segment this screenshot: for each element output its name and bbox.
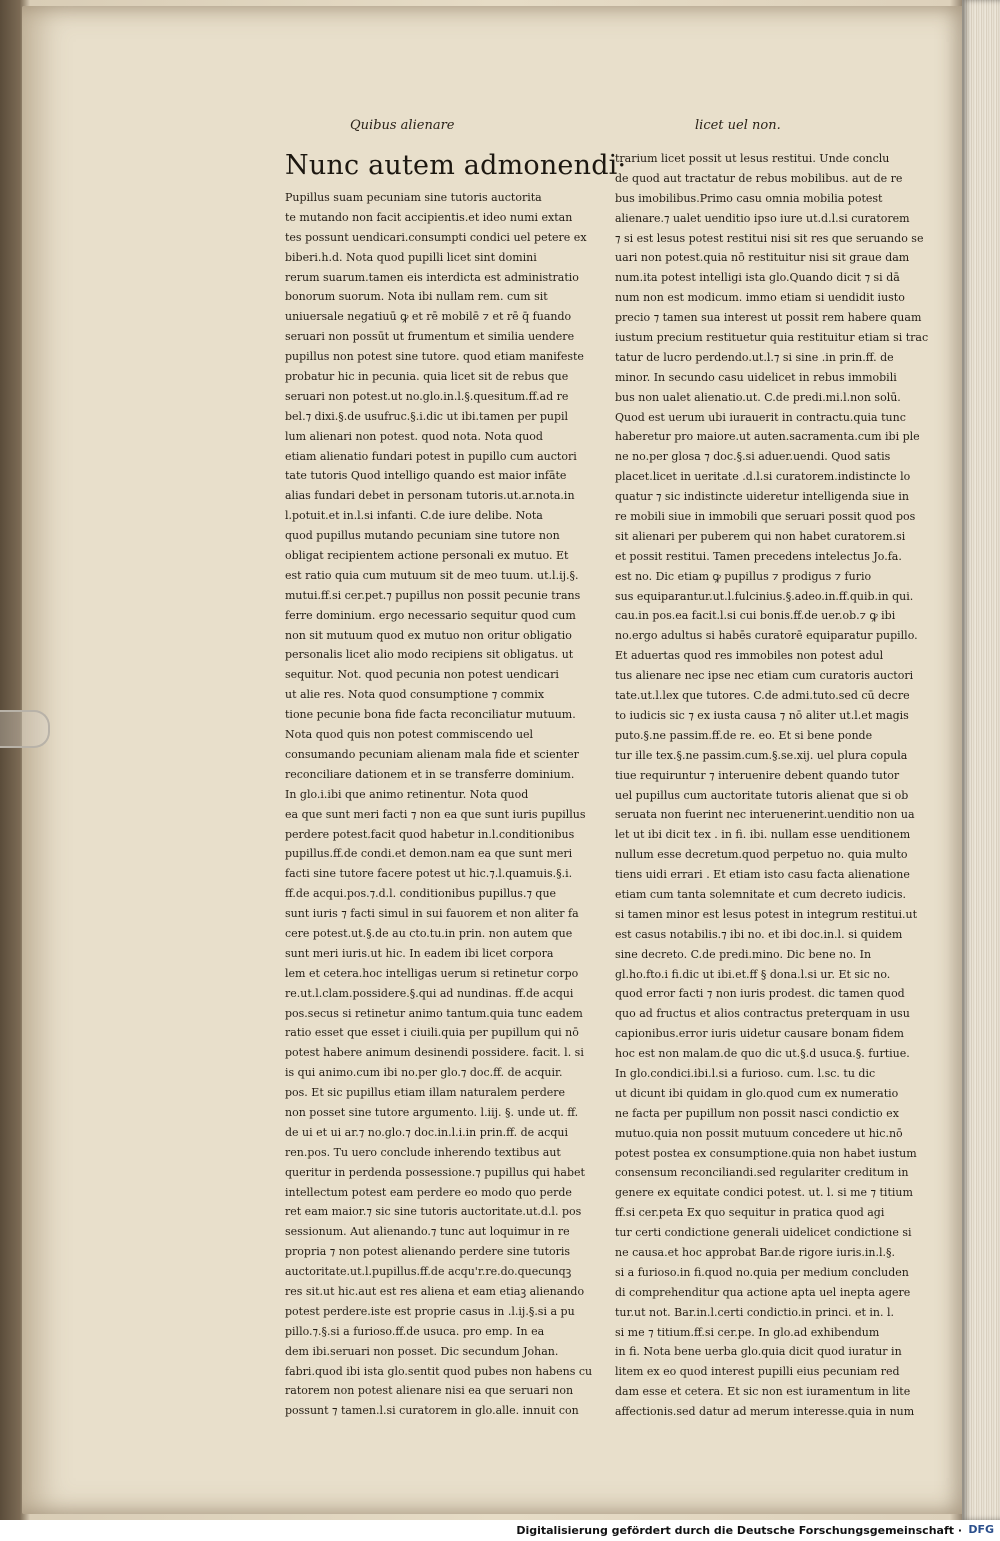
text-line: perdere potest.facit quod habetur in.l.conditionibus [285, 827, 575, 841]
text-line: biberi.h.d. Nota quod pupilli licet sint domini [285, 250, 537, 264]
text-line: re.ut.l.clam.possidere.§.qui ad nundinas. ff.de acqui [285, 986, 574, 1000]
text-line: in fi. Nota bene uerba glo.quia dicit quod iuratur in [615, 1345, 902, 1359]
text-line: tus alienare nec ipse nec etiam cum curatoris auctori [615, 669, 914, 683]
text-line: l.potuit.et in.l.si infanti. C.de iure delibe. Nota [285, 509, 543, 523]
text-line: obligat recipientem actione personali ex mutuo. Et [285, 549, 569, 563]
text-line: alias fundari debet in personam tutoris.ut.ar.nota.in [285, 489, 575, 503]
text-line: reconciliare dationem et in se transferre dominium. [285, 767, 575, 781]
page-stack-edge [962, 0, 1000, 1520]
text-line: puto.§.ne passim.ff.de re. eo. Et si bene ponde [615, 728, 873, 742]
text-line: pos. Et sic pupillus etiam illam naturalem perdere [285, 1086, 566, 1100]
text-line: sessionum. Aut alienando.⁊ tunc aut loquimur in re [285, 1225, 570, 1239]
text-line: alienare.⁊ ualet uenditio ipso iure ut.d.l.si curatorem [615, 211, 910, 225]
text-line: tione pecunie bona fide facta reconciliatur mutuum. [285, 708, 576, 722]
text-line: Pupillus suam pecuniam sine tutoris auctorita [285, 191, 542, 204]
text-line: si tamen minor est lesus potest in integrum restitui.ut [615, 907, 918, 921]
text-line: In glo.condici.ibi.l.si a furioso. cum. l.sc. tu dic [615, 1066, 876, 1080]
text-line: sequitur. Not. quod pecunia non potest uendicari [285, 668, 559, 682]
text-line: di comprehenditur qua actione apta uel inepta agere [615, 1285, 911, 1299]
text-line: possunt ⁊ tamen.l.si curatorem in glo.alle. innuit con [285, 1404, 579, 1418]
text-line: seruari non possūt ut frumentum et similia uendere [285, 330, 575, 344]
text-line: tiens uidi errari . Et etiam isto casu facta alienatione [615, 868, 910, 882]
text-line: ea que sunt meri facti ⁊ non ea que sunt iuris pupillus [285, 807, 586, 821]
text-line: est no. Dic etiam ꝙ pupillus ⁊ prodigus ⁊ furio [615, 569, 872, 583]
text-line: pupillus non potest sine tutore. quod etiam manifeste [285, 350, 584, 364]
text-line: ut alie res. Nota quod consumptione ⁊ commix [285, 688, 545, 702]
text-line: sunt meri iuris.ut hic. In eadem ibi licet corpora [285, 946, 554, 960]
text-line: ff.si cer.peta Ex quo sequitur in pratica quod agi [615, 1206, 885, 1220]
text-line: propria ⁊ non potest alienando perdere sine tutoris [285, 1245, 571, 1259]
text-line: ff.de acqui.pos.⁊.d.l. conditionibus pupillus.⁊ que [285, 887, 557, 901]
text-line: tes possunt uendicari.consumpti condici uel petere ex [285, 230, 587, 244]
text-line: queritur in perdenda possessione.⁊ pupillus qui habet [285, 1165, 585, 1179]
text-line: etiam alienatio fundari potest in pupillo cum auctori [285, 449, 577, 463]
section-heading: Nunc autem admonendi· [285, 150, 627, 181]
text-line: non sit mutuum quod ex mutuo non oritur obligatio [285, 628, 572, 642]
text-line: re mobili siue in immobili que seruari possit quod pos [615, 510, 916, 524]
text-line: mutuo.quia non possit mutuum concedere ut hic.nō [615, 1126, 903, 1140]
text-line: capionibus.error iuris uidetur causare bonam fidem [615, 1027, 904, 1041]
text-line: personalis licet alio modo recipiens sit obligatus. ut [285, 648, 574, 662]
text-line: sine decreto. C.de predi.mino. Dic bene no. In [615, 947, 872, 961]
text-line: tatur de lucro perdendo.ut.l.⁊ si sine .in prin.ff. de [615, 350, 894, 364]
text-line: ratio esset que esset i ciuili.quia per pupillum qui nō [285, 1026, 579, 1040]
text-line: tate tutoris Quod intelligo quando est maior infāte [285, 469, 567, 483]
text-line: cau.in pos.ea facit.l.si cui bonis.ff.de uer.ob.⁊ ꝙ ibi [615, 609, 896, 623]
text-line: pupillus.ff.de condi.et demon.nam ea que sunt meri [285, 847, 573, 861]
text-line: si me ⁊ titium.ff.si cer.pe. In glo.ad exhibendum [615, 1325, 880, 1339]
text-line: In glo.i.ibi que animo retinentur. Nota quod [285, 787, 529, 801]
text-line: probatur hic in pecunia. quia licet sit de rebus que [285, 370, 569, 384]
text-line: ren.pos. Tu uero conclude inherendo textibus aut [285, 1145, 561, 1159]
footer-bar [0, 1520, 1000, 1541]
text-line: facti sine tutore facere potest ut hic.⁊.l.quamuis.§.i. [285, 867, 573, 881]
text-line: ret eam maior.⁊ sic sine tutoris auctoritate.ut.d.l. pos [285, 1205, 582, 1219]
text-line: tur certi condictione generali uidelicet condictione si [615, 1226, 912, 1240]
text-line: sunt iuris ⁊ facti simul in sui fauorem et non aliter fa [285, 907, 579, 921]
left-text-column [285, 188, 593, 1421]
text-line: ⁊ si est lesus potest restitui nisi sit res que seruando se [615, 231, 924, 245]
text-line: si a furioso.in fi.quod no.quia per medium concluden [615, 1265, 909, 1279]
text-line: lem et cetera.hoc intelligas uerum si retinetur corpo [285, 966, 579, 980]
text-line: Nota quod quis non potest commiscendo uel [285, 728, 534, 742]
text-line: tate.ut.l.lex que tutores. C.de admi.tuto.sed cū decre [615, 689, 910, 703]
text-line: genere ex equitate condici potest. ut. l. si me ⁊ titium [615, 1186, 913, 1200]
text-line: rerum suarum.tamen eis interdicta est administratio [285, 270, 579, 284]
text-line: cere potest.ut.§.de au cto.tu.in prin. non autem que [285, 926, 573, 940]
text-line: pillo.⁊.§.si a furioso.ff.de usuca. pro emp. In ea [285, 1324, 545, 1338]
text-line: num.ita potest intelligi ista glo.Quando dicit ⁊ si dā [615, 271, 900, 285]
text-line: pos.secus si retinetur animo tantum.quia tunc eadem [285, 1006, 583, 1020]
text-line: bonorum suorum. Nota ibi nullam rem. cum sit [285, 290, 548, 304]
text-line: bus non ualet alienatio.ut. C.de predi.mi.l.non solū. [615, 390, 901, 404]
text-line: bel.⁊ dixi.§.de usufruc.§.i.dic ut ibi.tamen per pupil [285, 409, 569, 423]
text-line: uel pupillus cum auctoritate tutoris alienat que si ob [615, 788, 909, 802]
text-line: mutui.ff.si cer.pet.⁊ pupillus non possit pecunie trans [285, 588, 581, 602]
right-text-column [615, 149, 929, 1422]
text-line: tiue requiruntur ⁊ interuenire debent quando tutor [615, 768, 900, 782]
text-line: hoc est non malam.de quo dic ut.§.d usuca.§. furtiue. [615, 1047, 910, 1061]
text-line: minor. In secundo casu uidelicet in rebus immobili [615, 370, 897, 384]
text-line: de quod aut tractatur de rebus mobilibus. aut de re [615, 171, 903, 185]
text-line: potest perdere.iste est proprie casus in .l.ij.§.si a pu [285, 1304, 575, 1318]
running-head-right: licet uel non. [695, 118, 781, 133]
text-line: quo ad fructus et alios contractus preterquam in usu [615, 1007, 910, 1021]
text-line: dem ibi.seruari non posset. Dic secundum Johan. [285, 1344, 559, 1358]
text-line: auctoritate.ut.l.pupillus.ff.de acqu'r.re.do.quecunqꝫ [285, 1265, 572, 1279]
page-clip-marker [0, 710, 50, 748]
text-line: ne no.per glosa ⁊ doc.§.si aduer.uendi. Quod satis [615, 450, 891, 464]
text-line: no.ergo adultus si habēs curatorē equiparatur pupillo. [615, 629, 918, 643]
text-line: non posset sine tutore argumento. l.iij. §. unde ut. ff. [285, 1105, 579, 1119]
text-line: est casus notabilis.⁊ ibi no. et ibi doc.in.l. si quidem [615, 927, 903, 941]
text-line: te mutando non facit accipientis.et ideo numi extan [285, 210, 573, 224]
text-line: num non est modicum. immo etiam si uendidit iusto [615, 291, 905, 305]
text-line: sus equiparantur.ut.l.fulcinius.§.adeo.in.ff.quib.in qui. [615, 589, 914, 603]
running-head-left: Quibus alienare [350, 118, 455, 133]
text-line: ratorem non potest alienare nisi ea que seruari non [285, 1384, 574, 1398]
text-line: Et aduertas quod res immobiles non potest adul [615, 649, 884, 663]
text-line: quod pupillus mutando pecuniam sine tutore non [285, 529, 560, 543]
dfg-logo: DFG [968, 1523, 994, 1536]
text-line: seruari non potest.ut no.glo.in.l.§.quesitum.ff.ad re [285, 389, 569, 403]
text-line: is qui animo.cum ibi no.per glo.⁊ doc.ff. de acquir. [285, 1066, 563, 1080]
text-line: fabri.quod ibi ista glo.sentit quod pubes non habens cu [285, 1364, 593, 1378]
text-line: Quod est uerum ubi iurauerit in contractu.quia tunc [615, 410, 906, 424]
text-line: intellectum potest eam perdere eo modo quo perde [285, 1185, 572, 1199]
text-line: ne causa.et hoc approbat Bar.de rigore iuris.in.l.§. [615, 1245, 895, 1259]
text-line: bus imobilibus.Primo casu omnia mobilia potest [615, 191, 883, 205]
text-line: potest habere animum desinendi possidere. facit. l. si [285, 1046, 584, 1060]
text-line: tur ille tex.§.ne passim.cum.§.se.xij. uel plura copula [615, 748, 908, 762]
text-line: haberetur pro maiore.ut auten.sacramenta.cum ibi ple [615, 430, 920, 444]
text-line: lum alienari non potest. quod nota. Nota quod [285, 429, 543, 443]
text-line: litem ex eo quod interest pupilli eius pecuniam red [615, 1365, 900, 1379]
text-line: ferre dominium. ergo necessario sequitur quod cum [285, 608, 576, 622]
text-line: nullum esse decretum.quod perpetuo no. quia multo [615, 848, 908, 862]
text-line: ne facta per pupillum non possit nasci condictio ex [615, 1106, 899, 1120]
text-line: consensum reconciliandi.sed regulariter creditum in [615, 1166, 909, 1180]
text-line: res sit.ut hic.aut est res aliena et eam etiaꝫ alienando [285, 1284, 585, 1298]
text-line: de ui et ui ar.⁊ no.glo.⁊ doc.in.l.i.in prin.ff. de acqui [285, 1125, 568, 1139]
text-line: est ratio quia cum mutuum sit de meo tuum. ut.l.ij.§. [285, 568, 579, 582]
text-line: sit alienari per puberem qui non habet curatorem.si [615, 529, 906, 543]
text-line: quod error facti ⁊ non iuris prodest. dic tamen quod [615, 987, 905, 1001]
text-line: tur.ut not. Bar.in.l.certi condictio.in princi. et in. l. [615, 1305, 895, 1319]
text-line: iustum precium restituetur quia restituitur etiam si trac [615, 331, 929, 345]
text-line: et possit restitui. Tamen precedens intelectus Jo.fa. [615, 549, 902, 563]
text-line: dam esse et cetera. Et sic non est iuramentum in lite [615, 1385, 911, 1399]
text-line: placet.licet in ueritate .d.l.si curatorem.indistincte lo [615, 470, 911, 484]
text-line: gl.ho.fto.i fi.dic ut ibi.et.ff § dona.l.si ur. Et sic no. [615, 967, 891, 981]
text-line: uniuersale negatiuū ꝙ et rē mobilē ⁊ et rē q̄ fuando [285, 310, 572, 324]
text-line: uari non potest.quia nō restituitur nisi sit graue dam [615, 251, 910, 265]
text-line: seruata non fuerint nec interuenerint.uenditio non ua [615, 808, 915, 822]
text-line: consumando pecuniam alienam mala fide et scienter [285, 747, 579, 761]
text-line: precio ⁊ tamen sua interest ut possit rem habere quam [615, 311, 922, 325]
text-line: etiam cum tanta solemnitate et cum decreto iudicis. [615, 887, 906, 901]
text-line: quatur ⁊ sic indistincte uideretur intelligenda siue in [615, 490, 910, 504]
text-line: let ut ibi dicit tex . in fi. ibi. nullam esse uenditionem [615, 828, 911, 842]
text-line: trarium licet possit ut lesus restitui. Unde conclu [615, 152, 890, 165]
funding-notice: Digitalisierung gefördert durch die Deutsche Forschungsgemeinschaft · [516, 1524, 962, 1537]
text-line: affectionis.sed datur ad merum interesse.quia in num [615, 1405, 915, 1419]
text-line: ut dicunt ibi quidam in glo.quod cum ex numeratio [615, 1086, 899, 1100]
text-line: potest postea ex consumptione.quia non habet iustum [615, 1146, 917, 1160]
text-line: to iudicis sic ⁊ ex iusta causa ⁊ nō aliter ut.l.et magis [615, 708, 909, 722]
